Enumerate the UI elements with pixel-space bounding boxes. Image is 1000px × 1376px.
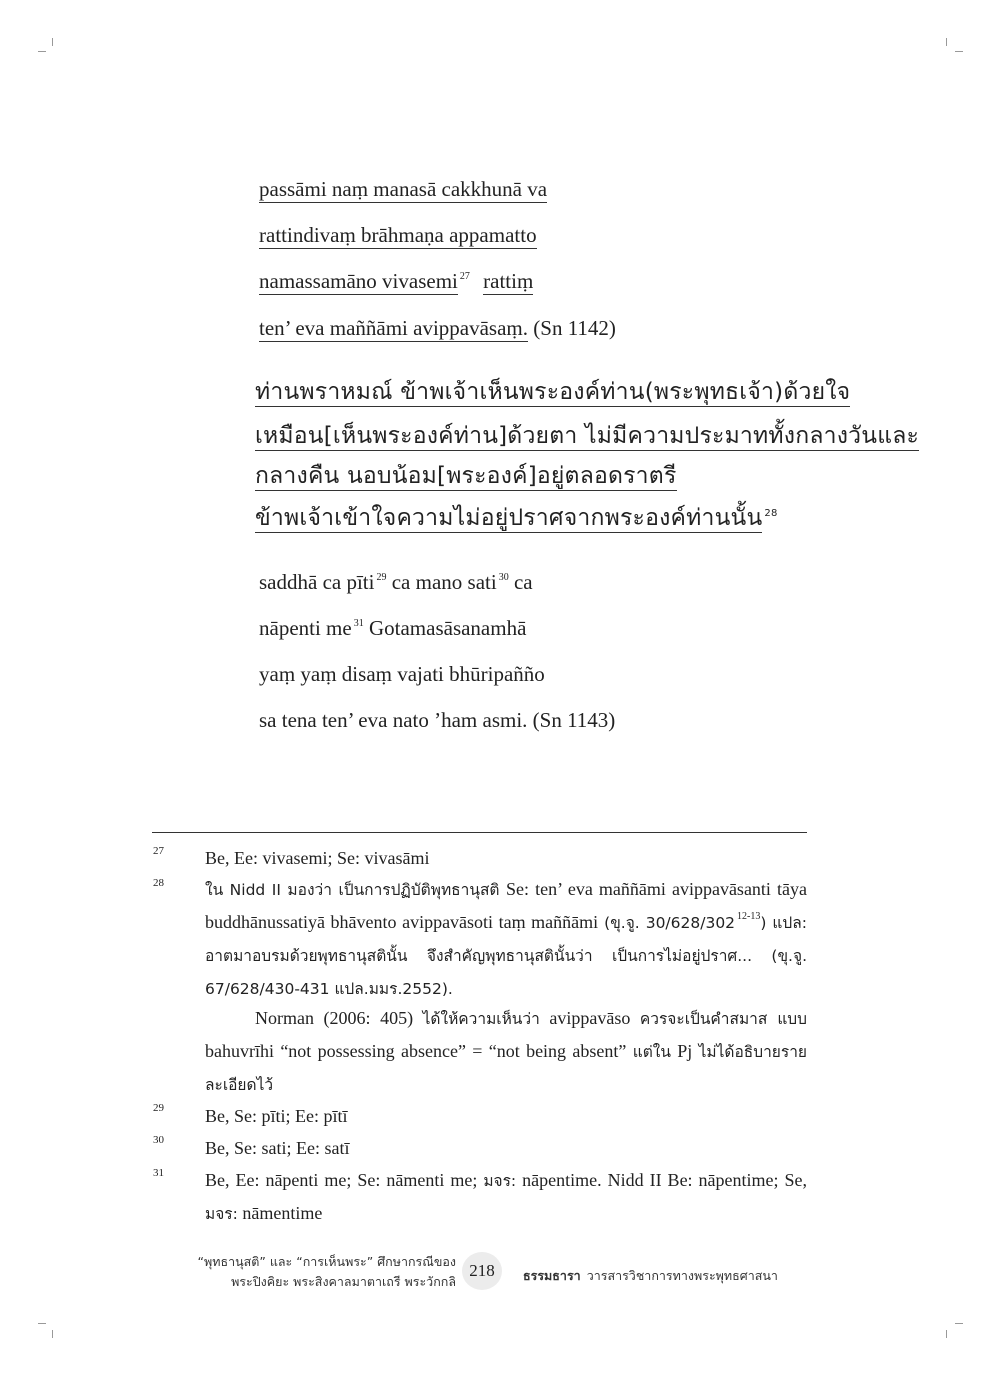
verse-text: saddhā ca pīti (259, 570, 375, 594)
footnote-text-thai: ) แปล: อาตมาอบรมด้วยพุทธานุสตินั้น จึงสำคัญพุทธานุสตินั้นว่า เป็นการไม่อยู่ปราศ... (ขุ.จู. 67/628/430-431 แปล.มมร.2552). (205, 914, 807, 998)
translation-line (255, 422, 919, 450)
footnote-text: Pj (670, 1041, 699, 1061)
journal-name: ธรรมธารา (523, 1268, 581, 1283)
translation-text: เหมือน[เห็นพระองค์ท่าน]ด้วยตา ไม่มีความประมาททั้งกลางวันและ (255, 423, 920, 449)
crop-mark (52, 1330, 53, 1338)
footnote-text-thai: ใน Nidd II มองว่า เป็นการปฏิบัติพุทธานุสติ (205, 881, 506, 899)
verse-line (259, 315, 616, 341)
translation-line (255, 462, 677, 490)
crop-mark (946, 1330, 947, 1338)
footnote-ref[interactable]: 29 (376, 572, 387, 583)
verse-line (259, 661, 545, 687)
footnote-text-pali: Se: ten’ eva maññāmi avippavāsanti tāya buddhānussatiyā bhāvento avippavāsoti taṃ maññāmi (205, 879, 807, 932)
footnote-text (205, 1164, 807, 1230)
footnote-text: Be, Ee: vivasemi; Se: vivasāmi (205, 848, 430, 868)
footnote-text: Norman (2006: 405) (255, 1008, 423, 1028)
footnote-ref[interactable]: 30 (498, 572, 509, 583)
translation-text: ข้าพเจ้าเข้าใจความไม่อยู่ปราศจากพระองค์ท่านนั้น (255, 505, 763, 531)
verse-text: passāmi naṃ manasā cakkhunā va (259, 177, 548, 201)
crop-mark (52, 38, 53, 46)
verse-text: namassamāno vivasemi (259, 269, 458, 293)
verse-text: rattiṃ (483, 269, 534, 293)
verse-text: ca (508, 570, 533, 594)
verse-line (259, 615, 526, 641)
footnote-paragraph (205, 1002, 807, 1101)
footnote-text: nāpentime. Nidd II Be: nāpentime; Se, (516, 1170, 807, 1190)
footnote-text: bahuvrīhi “not possessing absence” = “not being absent” (205, 1041, 633, 1061)
footnote-text (205, 873, 807, 1005)
verse-text: yaṃ yaṃ disaṃ vajati bhūripañño (259, 662, 545, 686)
translation-line (255, 504, 778, 532)
footnote-text-thai: แต่ใน (632, 1043, 671, 1061)
verse-line (259, 569, 533, 595)
crop-mark (955, 1323, 963, 1324)
verse-line (259, 222, 537, 248)
footnote-text: avippavāso (539, 1008, 640, 1028)
crop-mark (955, 51, 963, 52)
crop-mark (38, 51, 46, 52)
page-number: 218 (462, 1252, 502, 1290)
journal-subtitle: วารสารวิชาการทางพระพุทธศาสนา (586, 1268, 778, 1283)
footnote-text-thai: มจร: (483, 1172, 517, 1190)
translation-text: กลางคืน นอบน้อม[พระองค์]อยู่ตลอดราตรี (255, 463, 677, 489)
footnote-number: 30 (153, 1134, 164, 1146)
verse-line (259, 176, 547, 202)
verse-line (259, 707, 615, 733)
footnote-text: Be, Se: sati; Ee: satī (205, 1138, 350, 1158)
verse-line (259, 268, 533, 294)
footnote-ref[interactable]: 27 (459, 271, 470, 282)
footnote-divider (152, 832, 807, 833)
footnote-text-thai: มจร: (205, 1205, 238, 1223)
verse-text: sa tena ten’ eva nato ’ham asmi. (Sn 1143) (259, 708, 616, 732)
verse-text: ca mano sati (386, 570, 497, 594)
footnote-text-thai: (ขุ.จู. 30/628/302 (598, 914, 736, 932)
footnote-ref[interactable]: 28 (764, 508, 778, 519)
journal-title (523, 1266, 778, 1286)
footnote-text: Be, Ee: nāpenti me; Se: nāmenti me; (205, 1170, 484, 1190)
translation-line (255, 378, 850, 406)
running-title (198, 1252, 457, 1292)
footnote-text: nāmentime (237, 1203, 323, 1223)
translation-text: ท่านพราหมณ์ ข้าพเจ้าเห็นพระองค์ท่าน(พระพุทธเจ้า)ด้วยใจ (255, 379, 851, 405)
footnote-superscript: 12-13 (737, 911, 761, 922)
footnote-text-thai: ได้ให้ความเห็นว่า (422, 1010, 540, 1028)
footnote-ref[interactable]: 31 (353, 618, 364, 629)
verse-text: ten’ eva maññāmi avippavāsaṃ. (259, 316, 529, 340)
footnote-number: 29 (153, 1102, 164, 1114)
footnote-number: 31 (153, 1167, 164, 1179)
running-title-line: “พุทธานุสติ” และ “การเห็นพระ” ศึกษากรณีของ (197, 1254, 456, 1269)
verse-citation: (Sn 1142) (528, 316, 616, 340)
footnote-number: 28 (153, 877, 164, 889)
verse-text: nāpenti me (259, 616, 352, 640)
crop-mark (946, 38, 947, 46)
footnote-text-thai: ไม่ได้อธิบายรายละเอียดไว้ (205, 1043, 808, 1094)
verse-text: rattindivaṃ brāhmaṇa appamatto (259, 223, 537, 247)
footnote-text: Be, Se: pīti; Ee: pītī (205, 1106, 348, 1126)
verse-text: Gotamasāsanamhā (363, 616, 527, 640)
footnote-text-thai: ควรจะเป็นคำสมาส แบบ (639, 1010, 807, 1028)
crop-mark (38, 1323, 46, 1324)
running-title-line: พระปิงคิยะ พระสิงคาลมาตาเถรี พระวักกลิ (231, 1274, 456, 1289)
footnote-number: 27 (153, 845, 164, 857)
